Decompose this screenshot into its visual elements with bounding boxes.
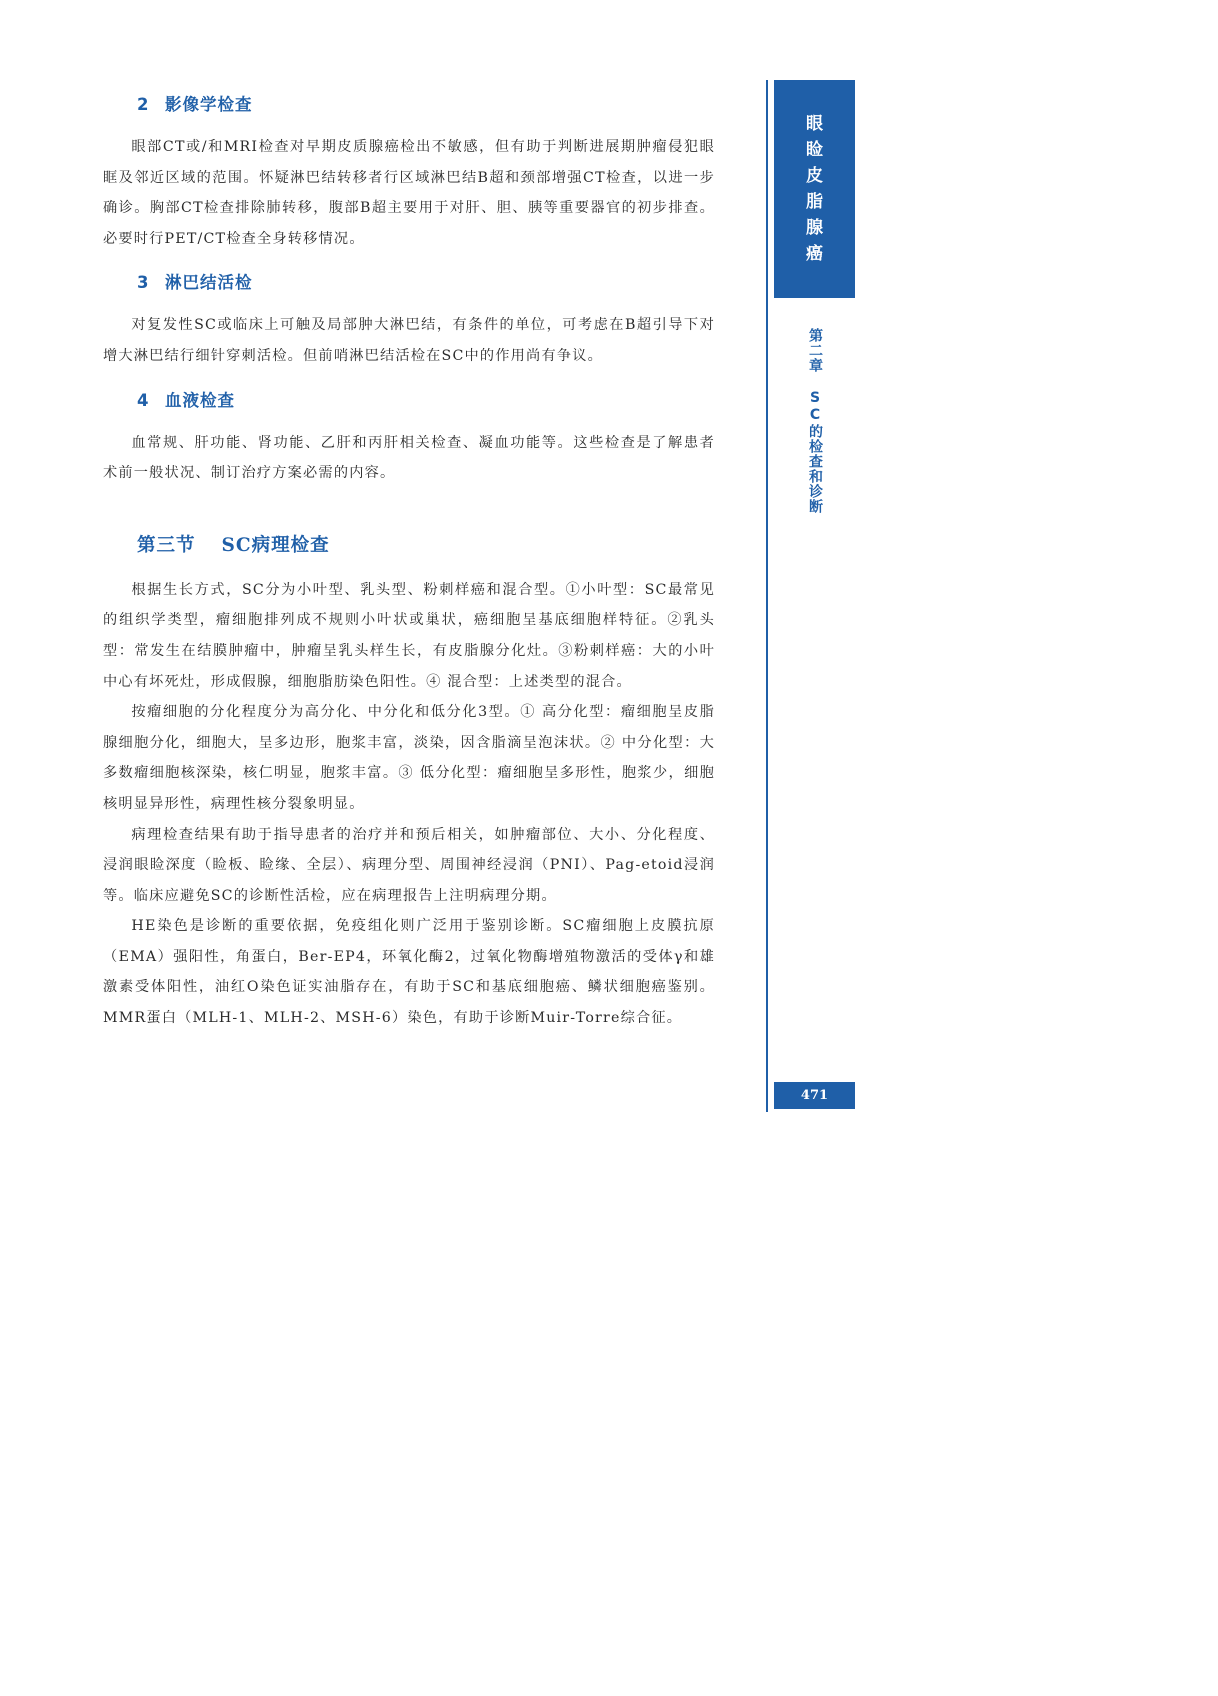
chapter-tab <box>774 80 855 298</box>
section-heading-blood: 4 血液检查 <box>137 390 235 410</box>
tab-char: 皮 <box>806 166 823 186</box>
page-number: 471 <box>774 1082 855 1109</box>
tab-char: 睑 <box>806 140 823 160</box>
tab-char: 脂 <box>806 192 823 212</box>
margin-rule <box>766 80 768 1112</box>
paragraph-growth-type: 根据生长方式，SC分为小叶型、乳头型、粉刺样癌和混合型。①小叶型：SC最常见的组织学类型，瘤细胞排列成不规则小叶状或巢状，癌细胞呈基底细胞样特征。②乳头型：常发生在结膜肿瘤中，肿瘤呈乳头样生长，有皮脂腺分化灶。③粉刺样癌：大的小叶中心有坏死灶，形成假腺，细胞脂肪染色阳性。④ 混合型：上述类型的混合。 <box>103 581 715 690</box>
tab-char: 眼 <box>806 114 823 134</box>
tab-char: 癌 <box>806 244 823 264</box>
paragraph-imaging: 眼部CT或/和MRI检查对早期皮质腺癌检出不敏感，但有助于判断进展期肿瘤侵犯眼眶及邻近区域的范围。怀疑淋巴结转移者行区域淋巴结B超和颈部增强CT检查，以进一步确诊。胸部CT检查排除肺转移，腹部B超主要用于对肝、胆、胰等重要器官的初步排查。必要时行PET/CT检查全身转移情况。 <box>103 139 715 247</box>
section-heading-lymph-biopsy: 3 淋巴结活检 <box>137 273 253 293</box>
paragraph-lymph-biopsy: 对复发性SC或临床上可触及局部肿大淋巴结，有条件的单位，可考虑在B超引导下对增大淋巴结行细针穿刺活检。但前哨淋巴结活检在SC中的作用尚有争议。 <box>103 317 715 364</box>
section-heading-pathology: 第三节 SC病理检查 <box>137 534 330 556</box>
chapter-running-title: 第二章 SC的检查和诊断 <box>807 328 823 514</box>
paragraph-differentiation: 按瘤细胞的分化程度分为高分化、中分化和低分化3型。① 高分化型：瘤细胞呈皮脂腺细胞分化，细胞大，呈多边形，胞浆丰富，淡染，因含脂滴呈泡沫状。② 中分化型：大多数瘤细胞核深染，核仁明显，胞浆丰富。③ 低分化型：瘤细胞呈多形性，胞浆少，细胞核明显异形性，病理性核分裂象明显。 <box>103 704 715 812</box>
paragraph-prognosis: 病理检查结果有助于指导患者的治疗并和预后相关，如肿瘤部位、大小、分化程度、浸润眼睑深度（睑板、睑缘、全层）、病理分型、周围神经浸润（PNI）、Pag-etoid浸润等。临床应避免SC的诊断性活检，应在病理报告上注明病理分期。 <box>103 826 715 904</box>
paragraph-staining: HE染色是诊断的重要依据，免疫组化则广泛用于鉴别诊断。SC瘤细胞上皮膜抗原（EMA）强阳性，角蛋白，Ber-EP4，环氧化酶2，过氧化物酶增殖物激活的受体γ和雄激素受体阳性，油红O染色证实油脂存在，有助于SC和基底细胞癌、鳞状细胞癌鉴别。MMR蛋白（MLH-1、MLH-2、MSH-6）染色，有助于诊断Muir-Torre综合征。 <box>103 918 715 1027</box>
section-heading-imaging: 2 影像学检查 <box>137 95 253 114</box>
tab-char: 腺 <box>806 218 823 238</box>
paragraph-blood: 血常规、肝功能、肾功能、乙肝和丙肝相关检查、凝血功能等。这些检查是了解患者术前一般状况、制订治疗方案必需的内容。 <box>103 434 715 482</box>
page-body <box>103 90 715 1034</box>
